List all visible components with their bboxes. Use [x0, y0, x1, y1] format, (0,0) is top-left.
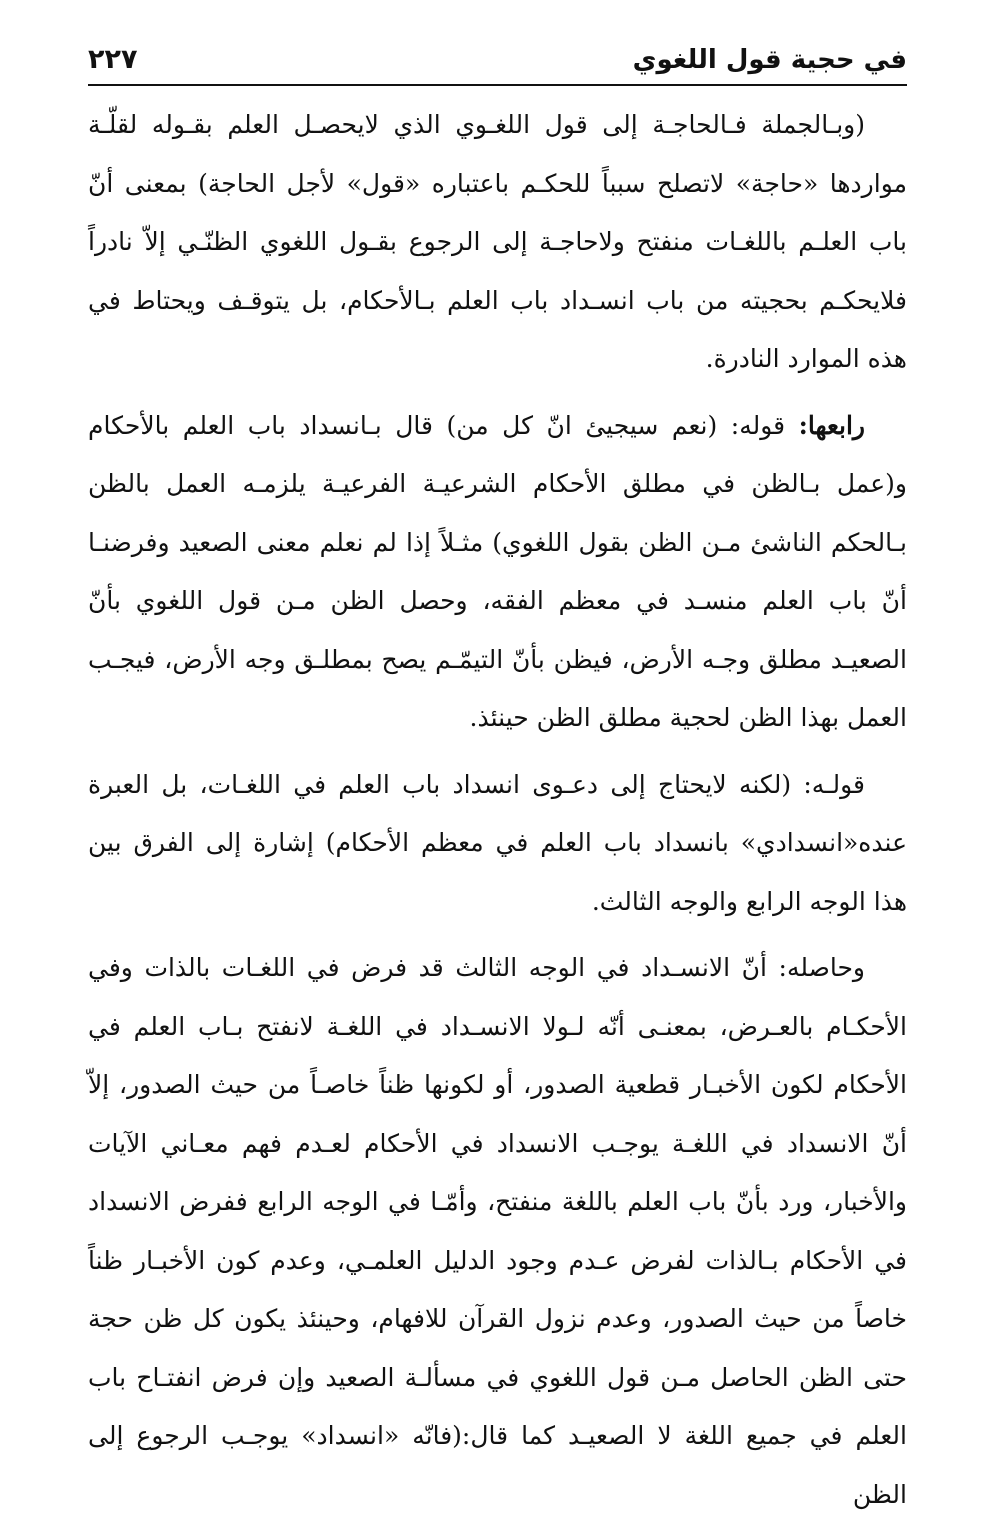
paragraph-2-lead: رابعها:	[798, 410, 865, 440]
paragraph-3	[88, 756, 907, 932]
page-header	[88, 36, 907, 80]
running-title: في حجية قول اللغوي	[632, 45, 907, 75]
body-text	[88, 96, 907, 1524]
paragraph-1	[88, 96, 907, 389]
paragraph-4-text: وحاصله: أنّ الانسـداد في الوجه الثالث قد فرض في اللغـات بالذات وفي الأحكـام بالعـرض، بمعنـى أنّه لـولا الانسـداد في اللغـة لانفتح بـاب العلم في الأحكام لكون الأخبـار قطعية الصدور، أو لكونها ظناً خاصـاً من حيث الصدور، إلاّ أنّ الانسداد في اللغـة يوجـب الانسداد في الأحكام لعـدم فهم معـاني الآيات والأخبار، ورد بأنّ باب العلم باللغة منفتح، وأمّـا في الوجه الرابع ففرض الانسداد في الأحكام بـالذات لفرض عـدم وجود الدليل العلمـي، وعدم كون الأخبـار ظناً خاصاً من حيث الصدور، وعدم نزول القرآن للافهام، وحينئذ يكون كل ظن حجة حتى الظن الحاصل مـن قول اللغوي في مسألـة الصعيد وإن فرض انفتـاح باب العلم في جميع اللغة لا الصعيـد كما قال:(فانّه «انسداد» يوجـب الرجوع إلى الظن	[88, 953, 907, 1509]
paragraph-2-text: قوله: (نعم سيجيئ انّ كل من) قال بـانسداد باب العلم بالأحكام و(عمل بـالظن في مطلق الأحكام الشرعيـة الفرعيـة يلزمـه العمل بالظن بـالحكم الناشئ مـن الظن بقول اللغوي) مثـلاً إذا لم نعلم معنى الصعيد وفرضنـا أنّ باب العلم منسـد في معظم الفقه، وحصل الظن مـن قول اللغوي بأنّ الصعيـد مطلق وجـه الأرض، فيظن بأنّ التيمّـم يصح بمطلـق وجه الأرض، فيجـب العمل بهذا الظن لحجية مطلق الظن حينئذ.	[88, 410, 907, 732]
header-rule	[88, 84, 907, 86]
paragraph-4	[88, 939, 907, 1524]
paragraph-3-text: قولـه: (لكنه لايحتاج إلى دعـوى انسداد باب العلم في اللغـات، بل العبرة عنده«انسدادي» بانسداد باب العلم في معظم الأحكام) إشارة إلى الفرق بين هذا الوجه الرابع والوجه الثالث.	[88, 769, 907, 916]
page-number: ٢٢٧	[88, 44, 138, 75]
paragraph-2	[88, 397, 907, 748]
paragraph-1-text: (وبـالجملة فـالحاجـة إلى قول اللغـوي الذي لايحصـل العلم بقـوله لقلّـة مواردها «حاجة» لاتصلح سبباً للحكـم باعتباره «قول» لأجل الحاجة) بمعنى أنّ باب العلـم باللغـات منفتح ولاحاجـة إلى الرجوع بقـول اللغوي الظنّـي إلاّ نادراً فلايحكـم بحجيته من باب انسـداد باب العلم بـالأحكام، بل يتوقـف ويحتاط في هذه الموارد النادرة.	[88, 110, 907, 373]
